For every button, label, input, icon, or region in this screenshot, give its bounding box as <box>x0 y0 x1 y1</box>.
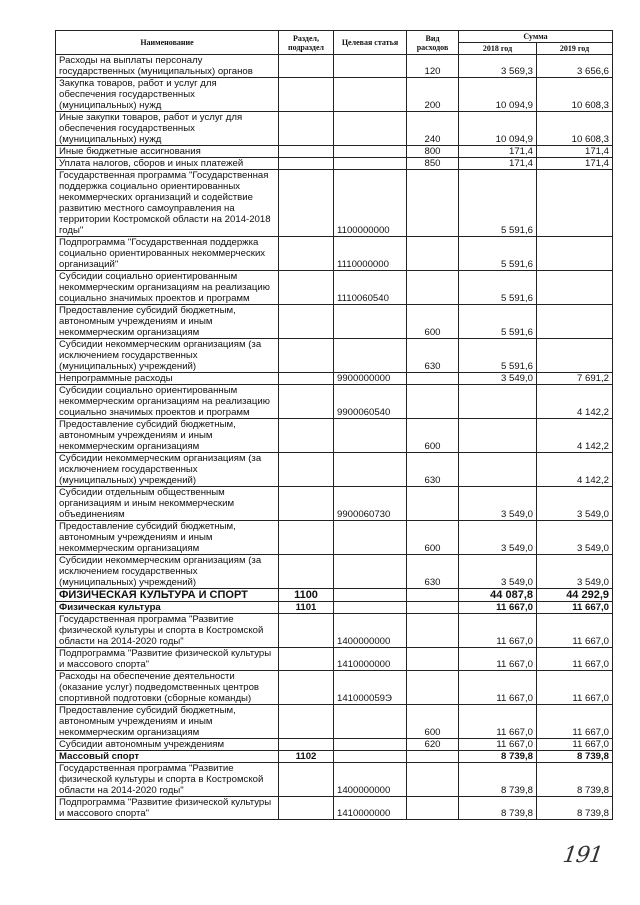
row-sum-2019: 3 656,6 <box>537 55 613 78</box>
header-sum: Сумма <box>459 31 613 43</box>
row-section <box>279 671 334 705</box>
row-type <box>407 751 459 763</box>
row-target: 9900060540 <box>334 385 407 419</box>
table-row <box>56 237 613 271</box>
table-header <box>56 31 613 55</box>
row-sum-2018: 44 087,8 <box>459 589 537 602</box>
header-type: Вид расходов <box>407 31 459 55</box>
row-sum-2018: 3 549,0 <box>459 555 537 589</box>
row-sum-2018 <box>459 385 537 419</box>
row-sum-2019: 4 142,2 <box>537 453 613 487</box>
row-name: Субсидии социально ориентированным некоммерческим организациям на реализацию социально значимых проектов и программ <box>56 271 279 305</box>
row-section: 1100 <box>279 589 334 602</box>
row-type <box>407 373 459 385</box>
table-row <box>56 385 613 419</box>
row-name: Подпрограмма "Развитие физической культуры и массового спорта" <box>56 797 279 820</box>
row-sum-2018: 10 094,9 <box>459 78 537 112</box>
row-sum-2019: 4 142,2 <box>537 385 613 419</box>
row-section <box>279 170 334 237</box>
row-section <box>279 112 334 146</box>
row-type <box>407 614 459 648</box>
row-sum-2019: 8 739,8 <box>537 797 613 820</box>
table-row <box>56 521 613 555</box>
row-name: Субсидии некоммерческим организациям (за исключением государственных (муниципальных) учреждений) <box>56 453 279 487</box>
row-sum-2018: 11 667,0 <box>459 671 537 705</box>
row-sum-2019: 3 549,0 <box>537 555 613 589</box>
row-type <box>407 487 459 521</box>
row-name: Иные бюджетные ассигнования <box>56 146 279 158</box>
row-name: Непрограммные расходы <box>56 373 279 385</box>
row-section <box>279 385 334 419</box>
row-target: 1410000000 <box>334 797 407 820</box>
table-row <box>56 373 613 385</box>
row-sum-2019: 11 667,0 <box>537 648 613 671</box>
row-type: 600 <box>407 419 459 453</box>
row-name: Расходы на обеспечение деятельности (оказание услуг) подведомственных центров спортивной подготовки (сборные команды) <box>56 671 279 705</box>
row-section <box>279 146 334 158</box>
header-name: Наименование <box>56 31 279 55</box>
row-type <box>407 237 459 271</box>
row-sum-2018: 5 591,6 <box>459 305 537 339</box>
row-section <box>279 373 334 385</box>
row-sum-2018: 3 549,0 <box>459 521 537 555</box>
row-sum-2019: 171,4 <box>537 146 613 158</box>
row-sum-2019: 8 739,8 <box>537 763 613 797</box>
row-type: 120 <box>407 55 459 78</box>
table-row <box>56 797 613 820</box>
row-target: 1410000000 <box>334 648 407 671</box>
row-target: 1400000000 <box>334 763 407 797</box>
row-sum-2018: 11 667,0 <box>459 614 537 648</box>
row-section <box>279 739 334 751</box>
row-target <box>334 521 407 555</box>
row-name: Закупка товаров, работ и услуг для обеспечения государственных (муниципальных) нужд <box>56 78 279 112</box>
row-target: 1110000000 <box>334 237 407 271</box>
header-year-2018: 2018 год <box>459 43 537 55</box>
row-name: Предоставление субсидий бюджетным, автономным учреждениям и иным некоммерческим организациям <box>56 521 279 555</box>
row-sum-2019: 8 739,8 <box>537 751 613 763</box>
row-sum-2019 <box>537 170 613 237</box>
row-type <box>407 797 459 820</box>
row-sum-2018: 11 667,0 <box>459 705 537 739</box>
row-type: 630 <box>407 339 459 373</box>
table-row <box>56 419 613 453</box>
row-target: 141000059Э <box>334 671 407 705</box>
budget-table <box>55 30 613 820</box>
row-type: 600 <box>407 705 459 739</box>
row-section <box>279 339 334 373</box>
row-type: 200 <box>407 78 459 112</box>
row-target <box>334 305 407 339</box>
row-type: 850 <box>407 158 459 170</box>
row-name: Субсидии отдельным общественным организациям и иным некоммерческим объединениям <box>56 487 279 521</box>
row-section <box>279 305 334 339</box>
row-sum-2019: 10 608,3 <box>537 78 613 112</box>
row-section <box>279 555 334 589</box>
table-row <box>56 555 613 589</box>
table-row <box>56 751 613 763</box>
row-sum-2019: 171,4 <box>537 158 613 170</box>
row-type: 600 <box>407 521 459 555</box>
header-year-2019: 2019 год <box>537 43 613 55</box>
header-section: Раздел, подраздел <box>279 31 334 55</box>
row-section <box>279 158 334 170</box>
row-target <box>334 751 407 763</box>
row-sum-2018 <box>459 453 537 487</box>
table-row <box>56 763 613 797</box>
row-section <box>279 797 334 820</box>
row-sum-2018: 171,4 <box>459 158 537 170</box>
row-sum-2019 <box>537 271 613 305</box>
row-sum-2019 <box>537 339 613 373</box>
row-type <box>407 589 459 602</box>
row-target <box>334 78 407 112</box>
row-sum-2018: 11 667,0 <box>459 648 537 671</box>
row-section <box>279 763 334 797</box>
row-target: 1400000000 <box>334 614 407 648</box>
row-type <box>407 671 459 705</box>
row-sum-2019: 11 667,0 <box>537 602 613 614</box>
row-sum-2019: 44 292,9 <box>537 589 613 602</box>
row-section <box>279 487 334 521</box>
row-target <box>334 705 407 739</box>
row-type: 630 <box>407 453 459 487</box>
row-target <box>334 555 407 589</box>
row-name: Массовый спорт <box>56 751 279 763</box>
row-name: Предоставление субсидий бюджетным, автономным учреждениям и иным некоммерческим организациям <box>56 705 279 739</box>
row-sum-2019: 10 608,3 <box>537 112 613 146</box>
row-name: Физическая культура <box>56 602 279 614</box>
table-row <box>56 55 613 78</box>
row-section <box>279 705 334 739</box>
row-name: Субсидии автономным учреждениям <box>56 739 279 751</box>
table-row <box>56 339 613 373</box>
row-target: 9900000000 <box>334 373 407 385</box>
row-name: ФИЗИЧЕСКАЯ КУЛЬТУРА И СПОРТ <box>56 589 279 602</box>
row-sum-2018: 3 569,3 <box>459 55 537 78</box>
row-section <box>279 271 334 305</box>
row-type: 800 <box>407 146 459 158</box>
row-section: 1101 <box>279 602 334 614</box>
row-target: 1100000000 <box>334 170 407 237</box>
table-row <box>56 602 613 614</box>
row-type <box>407 271 459 305</box>
row-sum-2019: 11 667,0 <box>537 614 613 648</box>
row-sum-2018: 171,4 <box>459 146 537 158</box>
row-name: Расходы на выплаты персоналу государственных (муниципальных) органов <box>56 55 279 78</box>
row-sum-2019: 4 142,2 <box>537 419 613 453</box>
row-section: 1102 <box>279 751 334 763</box>
row-target <box>334 55 407 78</box>
row-type: 600 <box>407 305 459 339</box>
row-sum-2018: 5 591,6 <box>459 170 537 237</box>
row-section <box>279 419 334 453</box>
row-sum-2019: 11 667,0 <box>537 739 613 751</box>
row-target <box>334 112 407 146</box>
row-type: 630 <box>407 555 459 589</box>
table-row <box>56 170 613 237</box>
row-type <box>407 385 459 419</box>
row-sum-2019: 3 549,0 <box>537 521 613 555</box>
row-sum-2018: 11 667,0 <box>459 739 537 751</box>
table-row <box>56 648 613 671</box>
row-sum-2018: 10 094,9 <box>459 112 537 146</box>
row-sum-2018: 3 549,0 <box>459 487 537 521</box>
table-row <box>56 112 613 146</box>
row-target <box>334 602 407 614</box>
table-row <box>56 453 613 487</box>
table-body <box>56 55 613 820</box>
table-row <box>56 146 613 158</box>
row-type <box>407 170 459 237</box>
row-type: 620 <box>407 739 459 751</box>
row-name: Предоставление субсидий бюджетным, автономным учреждениям и иным некоммерческим организациям <box>56 305 279 339</box>
row-name: Субсидии некоммерческим организациям (за исключением государственных (муниципальных) учреждений) <box>56 339 279 373</box>
table-row <box>56 305 613 339</box>
row-section <box>279 648 334 671</box>
row-target <box>334 158 407 170</box>
row-type <box>407 763 459 797</box>
row-sum-2018: 8 739,8 <box>459 763 537 797</box>
table-row <box>56 487 613 521</box>
table-row <box>56 739 613 751</box>
row-name: Подпрограмма "Развитие физической культуры и массового спорта" <box>56 648 279 671</box>
row-sum-2019: 11 667,0 <box>537 705 613 739</box>
row-type <box>407 648 459 671</box>
row-sum-2018: 3 549,0 <box>459 373 537 385</box>
row-sum-2018: 11 667,0 <box>459 602 537 614</box>
table-row <box>56 614 613 648</box>
row-target <box>334 739 407 751</box>
row-section <box>279 521 334 555</box>
row-target <box>334 419 407 453</box>
row-sum-2019 <box>537 237 613 271</box>
row-name: Государственная программа "Развитие физической культуры и спорта в Костромской области на 2014-2020 годы" <box>56 614 279 648</box>
row-target: 9900060730 <box>334 487 407 521</box>
row-target <box>334 146 407 158</box>
table-row <box>56 78 613 112</box>
table-row <box>56 589 613 602</box>
row-sum-2018: 8 739,8 <box>459 797 537 820</box>
row-target <box>334 589 407 602</box>
table-row <box>56 271 613 305</box>
row-name: Подпрограмма "Государственная поддержка социально ориентированных некоммерческих организаций" <box>56 237 279 271</box>
table-row <box>56 705 613 739</box>
handwritten-page-number: 191 <box>561 843 604 868</box>
row-sum-2018: 5 591,6 <box>459 339 537 373</box>
row-sum-2018 <box>459 419 537 453</box>
row-type <box>407 602 459 614</box>
row-sum-2018: 5 591,6 <box>459 271 537 305</box>
table-row <box>56 671 613 705</box>
row-section <box>279 237 334 271</box>
row-target <box>334 339 407 373</box>
row-name: Субсидии социально ориентированным некоммерческим организациям на реализацию социально значимых проектов и программ <box>56 385 279 419</box>
row-section <box>279 614 334 648</box>
row-name: Субсидии некоммерческим организациям (за исключением государственных (муниципальных) учреждений) <box>56 555 279 589</box>
header-target: Целевая статья <box>334 31 407 55</box>
table-row <box>56 158 613 170</box>
row-sum-2019 <box>537 305 613 339</box>
row-sum-2019: 7 691,2 <box>537 373 613 385</box>
row-name: Предоставление субсидий бюджетным, автономным учреждениям и иным некоммерческим организациям <box>56 419 279 453</box>
row-name: Иные закупки товаров, работ и услуг для обеспечения государственных (муниципальных) нужд <box>56 112 279 146</box>
row-section <box>279 453 334 487</box>
row-target <box>334 453 407 487</box>
row-name: Государственная программа "Развитие физической культуры и спорта в Костромской области на 2014-2020 годы" <box>56 763 279 797</box>
row-name: Уплата налогов, сборов и иных платежей <box>56 158 279 170</box>
row-sum-2018: 5 591,6 <box>459 237 537 271</box>
row-sum-2019: 11 667,0 <box>537 671 613 705</box>
row-section <box>279 55 334 78</box>
row-type: 240 <box>407 112 459 146</box>
row-sum-2018: 8 739,8 <box>459 751 537 763</box>
row-target: 1110060540 <box>334 271 407 305</box>
row-section <box>279 78 334 112</box>
row-sum-2019: 3 549,0 <box>537 487 613 521</box>
row-name: Государственная программа "Государственная поддержка социально ориентированных некоммерческих организаций и содействие развитию местного самоуправления на территории Костромской области на 2014-2018 годы" <box>56 170 279 237</box>
